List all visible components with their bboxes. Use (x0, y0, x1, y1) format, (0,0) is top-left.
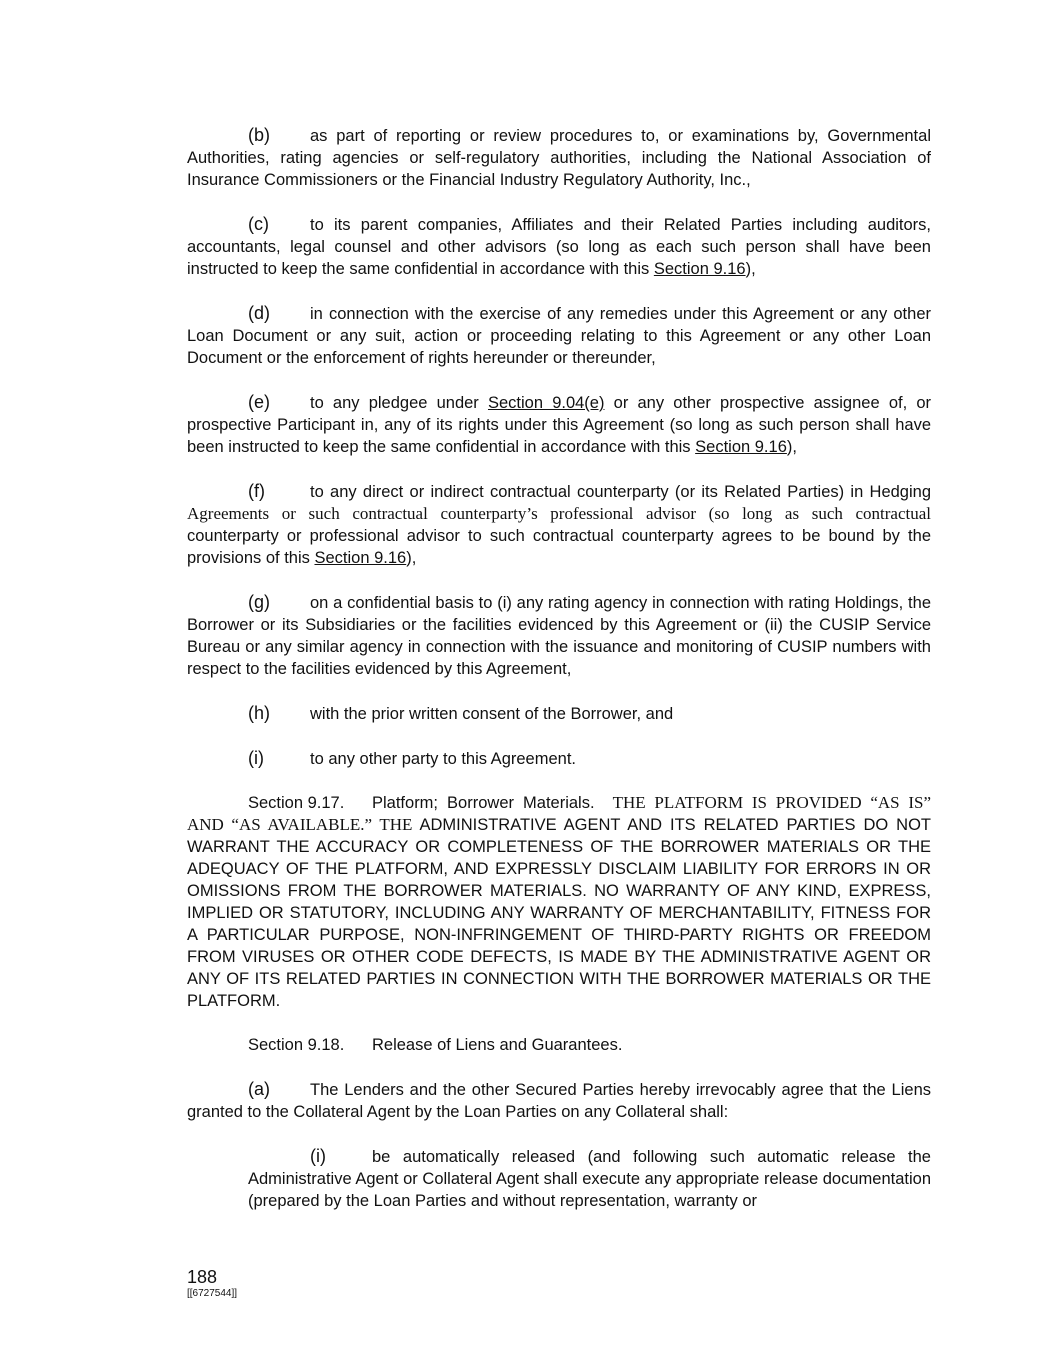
item-text: to any other party to this Agreement. (310, 750, 576, 768)
item-label: (h) (248, 703, 270, 723)
section-9-18-heading (187, 1034, 931, 1056)
item-text: ), (786, 438, 797, 456)
confidentiality-exceptions-list (187, 124, 931, 770)
item-text: in connection with the exercise of any remedies under this Agreement or any other Loan Document or any suit, action or proceeding relating to this Agreement or any other Loan Document or the enforcement of rights hereunder or thereunder, (187, 305, 931, 367)
list-item (187, 213, 931, 280)
section-reference-link[interactable]: Section 9.16 (653, 260, 746, 278)
section-body: ADMINISTRATIVE AGENT AND ITS RELATED PARTIES DO NOT WARRANT THE ACCURACY OR COMPLETENESS OF THE BORROWER MATERIALS OR THE ADEQUACY OF THE PLATFORM, AND EXPRESSLY DISCLAIM LIABILITY FOR ERRORS IN OR OMISSIONS FROM THE BORROWER MATERIALS. NO WARRANTY OF ANY KIND, EXPRESS, IMPLIED OR STATUTORY, INCLUDING ANY WARRANTY OF MERCHANTABILITY, FITNESS FOR A PARTICULAR PURPOSE, NON-INFRINGEMENT OF THIRD-PARTY RIGHTS OR FREEDOM FROM VIRUSES OR OTHER CODE DEFECTS, IS MADE BY THE ADMINISTRATIVE AGENT OR ANY OF ITS RELATED PARTIES IN CONNECTION WITH THE BORROWER MATERIALS OR THE PLATFORM. (187, 816, 931, 1010)
section-number: Section 9.17. (248, 794, 345, 812)
document-id: [[6727544]] (187, 1288, 238, 1299)
item-text: ), (745, 260, 756, 278)
item-text: to any direct or indirect contractual counterparty (or its Related Parties) in Hedging (310, 483, 931, 501)
list-item (187, 747, 931, 770)
list-item (187, 702, 931, 725)
item-text: ), (406, 549, 417, 567)
item-text: with the prior written consent of the Borrower, and (310, 705, 674, 723)
document-body (187, 124, 931, 1234)
item-label: (b) (248, 125, 270, 145)
item-text: as part of reporting or review procedures to, or examinations by, Governmental Authorities, rating agencies or self-regulatory authorities, including the National Association of Insurance Commissioners or the Financial Industry Regulatory Authority, Inc., (187, 127, 931, 189)
item-text: to its parent companies, Affiliates and their Related Parties including auditors, accountants, legal counsel and other advisors (so long as each such person shall have been instructed to keep the same confidential in accordance with this (187, 216, 931, 278)
item-label: (i) (248, 748, 264, 768)
item-label: (f) (248, 481, 265, 501)
item-label: (c) (248, 214, 269, 234)
list-item (187, 480, 931, 569)
item-text: on a confidential basis to (i) any rating agency in connection with rating Holdings, the Borrower or its Subsidiaries or the facilities evidenced by this Agreement or (ii) the CUSIP Service Bureau or any similar agency in connection with the issuance and monitoring of CUSIP numbers with respect to the facilities evidenced by this Agreement, (187, 594, 931, 678)
section-reference-link[interactable]: Section 9.16 (314, 549, 407, 567)
page-footer (187, 1266, 237, 1300)
section-reference-link[interactable]: Section 9.04(e) (487, 394, 605, 412)
item-label: (g) (248, 592, 270, 612)
list-item (187, 591, 931, 680)
item-text: or any other prospective assignee of, or prospective Participant in, any of its rights under this Agreement (so long as such person shall have been instructed to keep the same confidential in accordance with this (187, 394, 931, 456)
page-number: 188 (187, 1267, 218, 1287)
list-item (187, 124, 931, 191)
item-label: (d) (248, 303, 270, 323)
section-9-18-item-i (248, 1145, 931, 1212)
section-9-17 (187, 792, 931, 1012)
section-number: Section 9.18. (248, 1036, 345, 1054)
section-title: Platform; Borrower Materials. (372, 794, 595, 812)
item-label: (a) (248, 1079, 270, 1099)
section-serif-text: THE PLATFORM IS PROVIDED “AS IS” AND “AS AVAILABLE.” THE (187, 793, 931, 834)
section-9-18-item-a (187, 1078, 931, 1123)
list-item (187, 391, 931, 458)
item-text: be automatically released (and following such automatic release the Administrative Agent or Collateral Agent shall execute any appropriate release documentation (prepared by the Loan Parties and without representation, warranty or (248, 1148, 931, 1210)
item-label: (e) (248, 392, 270, 412)
section-reference-link[interactable]: Section 9.16 (695, 438, 787, 456)
list-item (187, 302, 931, 369)
item-text: to any pledgee under (310, 394, 488, 412)
item-text: counterparty or professional advisor to such contractual counterparty agrees to be bound by the provisions of this (187, 527, 931, 567)
item-label: (i) (310, 1146, 326, 1166)
item-text: Agreements or such contractual counterparty’s professional advisor (so long as such contractual (187, 504, 931, 523)
section-title: Release of Liens and Guarantees. (372, 1036, 623, 1054)
item-text: The Lenders and the other Secured Parties hereby irrevocably agree that the Liens granted to the Collateral Agent by the Loan Parties on any Collateral shall: (187, 1081, 931, 1121)
